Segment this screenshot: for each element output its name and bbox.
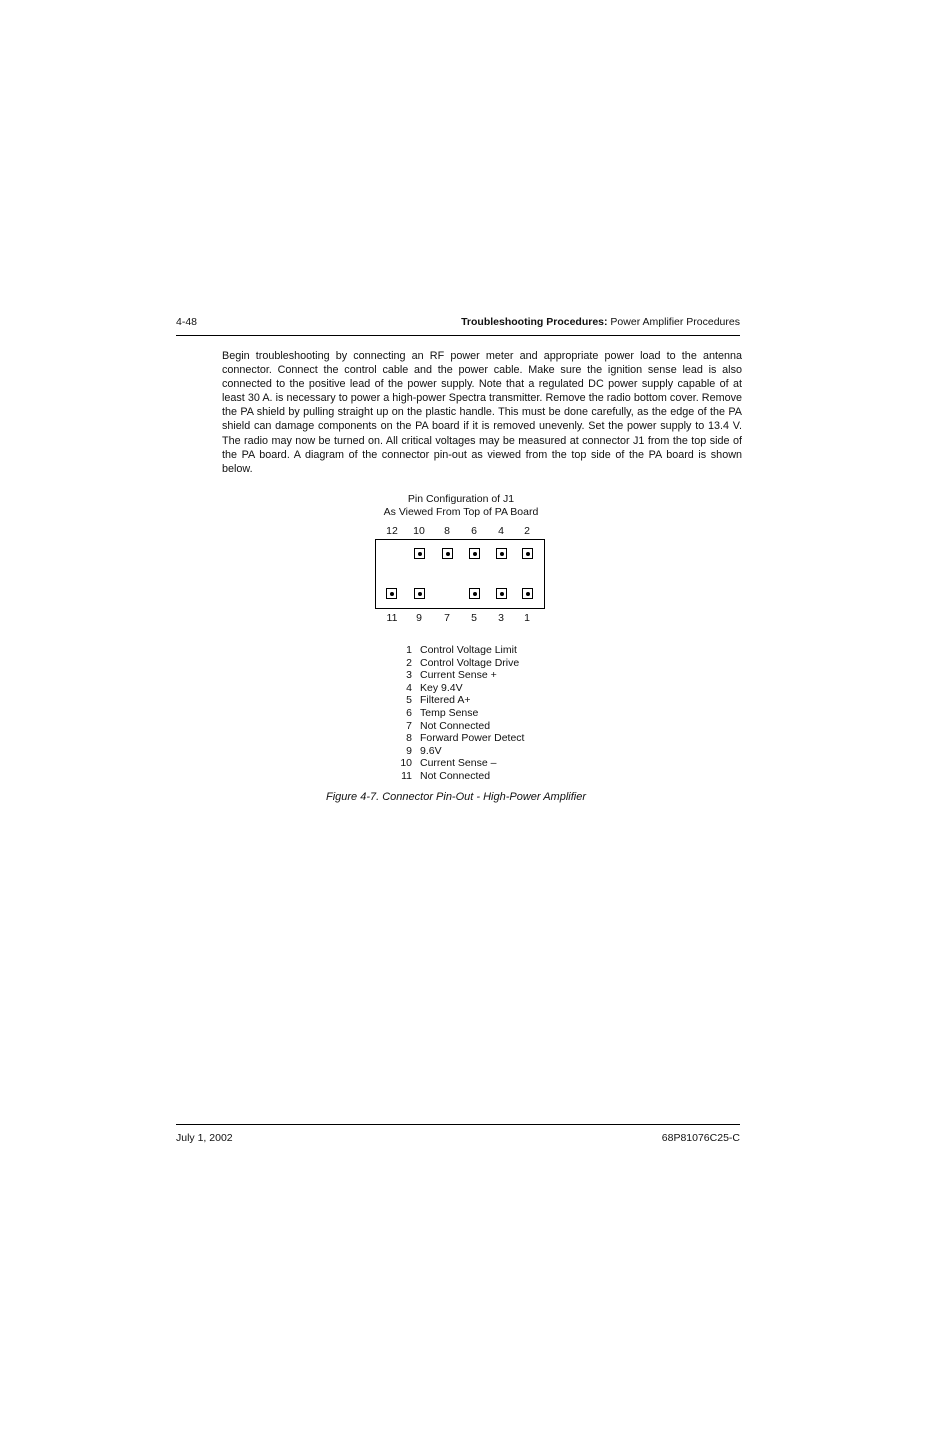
list-item bbox=[396, 707, 524, 720]
list-item bbox=[396, 745, 524, 758]
figure-title-line1: Pin Configuration of J1 bbox=[407, 493, 515, 505]
pin-list-number: 6 bbox=[406, 706, 412, 719]
pin-8 bbox=[442, 548, 453, 559]
footer-doc-number: 68P81076C25-C bbox=[661, 1132, 740, 1144]
pin-list-number: 9 bbox=[406, 744, 412, 757]
pin-label-bottom: 5 bbox=[471, 612, 477, 624]
pin-label-top: 12 bbox=[386, 525, 398, 537]
pin-list-number: 8 bbox=[406, 732, 412, 745]
pin-label-top: 8 bbox=[444, 525, 450, 537]
page-header bbox=[176, 316, 740, 332]
pin-11 bbox=[386, 588, 397, 599]
pin-list-name: Not Connected bbox=[420, 769, 491, 782]
pin-label-bottom: 9 bbox=[416, 612, 422, 624]
pin-list-name: Filtered A+ bbox=[420, 694, 471, 707]
pin-label-bottom: 11 bbox=[386, 612, 398, 624]
pin-list-number: 11 bbox=[401, 769, 412, 782]
figure-caption: Figure 4-7. Connector Pin-Out - High-Power Amplifier bbox=[325, 791, 587, 803]
pin-4 bbox=[496, 548, 507, 559]
body-paragraph: Begin troubleshooting by connecting an RF power meter and appropriate power load to the antenna connector. Connect the control cable and the power cable. Make sure the ignition sense lead is also connected to the positive lead of the power supply. Note that a regulated DC power supply capable of at least 30 A. is necessary to power a high-power Spectra transmitter. Remove the radio bottom cover. Remove the PA shield by pulling straight up on the plastic handle. This must be done carefully, as the edge of the PA shield can damage components on the PA board if it is removed unevenly. Set the power supply to 13.4 V. The radio may now be turned on. All critical voltages may be measured at connector J1 from the top side of the PA board. A diagram of the connector pin-out as viewed from the top side of the PA board is shown below. bbox=[222, 350, 742, 475]
list-item bbox=[396, 732, 524, 745]
pin-label-bottom: 3 bbox=[498, 612, 504, 624]
pin-2 bbox=[522, 548, 533, 559]
header-rule bbox=[176, 335, 740, 336]
pin-list-number: 2 bbox=[406, 656, 412, 669]
section-title-rest: Power Amplifier Procedures bbox=[607, 316, 740, 328]
section-title-bold: Troubleshooting Procedures: bbox=[461, 316, 608, 328]
figure-title-line2: As Viewed From Top of PA Board bbox=[383, 506, 539, 518]
pin-list-name: Forward Power Detect bbox=[420, 732, 525, 745]
connector-j1 bbox=[375, 539, 545, 609]
pin-label-top: 4 bbox=[498, 525, 504, 537]
pin-list-number: 4 bbox=[406, 681, 412, 694]
list-item bbox=[396, 720, 524, 733]
section-title bbox=[461, 316, 740, 328]
pin-3 bbox=[496, 588, 507, 599]
pin-list-number: 7 bbox=[406, 719, 412, 732]
pin-list-number: 10 bbox=[400, 757, 412, 770]
pin-list-name: Temp Sense bbox=[420, 706, 479, 719]
pin-list-name: Control Voltage Limit bbox=[420, 644, 517, 656]
pin-label-top: 6 bbox=[471, 525, 477, 537]
footer-rule bbox=[176, 1124, 740, 1125]
list-item bbox=[396, 770, 524, 783]
list-item bbox=[396, 757, 524, 770]
page-number: 4-48 bbox=[176, 316, 198, 328]
pin-list-number: 5 bbox=[406, 694, 412, 707]
pin-list-name: Not Connected bbox=[420, 719, 491, 732]
list-item bbox=[396, 694, 524, 707]
pin-label-bottom: 1 bbox=[524, 612, 530, 624]
pin-list-number: 1 bbox=[406, 644, 412, 656]
pin-list-name: 9.6V bbox=[420, 744, 442, 757]
pin-description-list bbox=[396, 644, 524, 783]
list-item bbox=[396, 682, 524, 695]
pin-9 bbox=[414, 588, 425, 599]
list-item bbox=[396, 657, 524, 670]
footer-date: July 1, 2002 bbox=[176, 1132, 233, 1144]
page-footer bbox=[176, 1132, 740, 1148]
pin-label-top: 10 bbox=[413, 525, 425, 537]
list-item bbox=[396, 644, 524, 657]
pin-list-name: Key 9.4V bbox=[420, 681, 463, 694]
pin-list-name: Control Voltage Drive bbox=[420, 656, 520, 669]
pin-6 bbox=[469, 548, 480, 559]
list-item bbox=[396, 669, 524, 682]
pin-5 bbox=[469, 588, 480, 599]
pin-list-name: Current Sense – bbox=[420, 757, 497, 770]
pin-list-name: Current Sense + bbox=[420, 669, 497, 682]
pin-1 bbox=[522, 588, 533, 599]
pin-label-top: 2 bbox=[524, 525, 530, 537]
pin-list-number: 3 bbox=[406, 669, 412, 682]
pin-label-bottom: 7 bbox=[444, 612, 450, 624]
pin-10 bbox=[414, 548, 425, 559]
